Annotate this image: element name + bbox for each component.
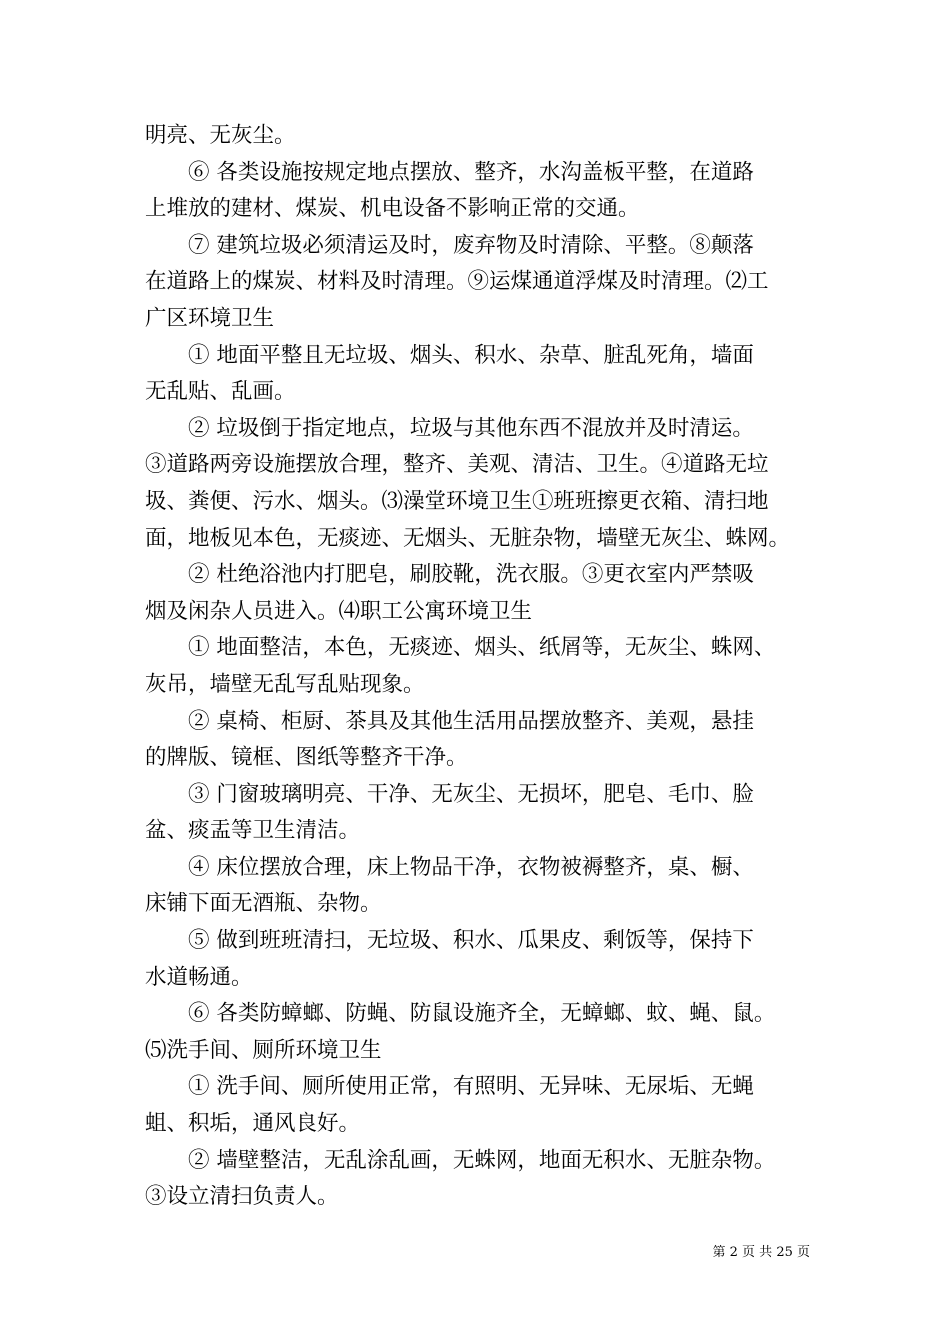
text-line: 无乱贴、乱画。 [145, 379, 296, 405]
text-line: ② 垃圾倒于指定地点，垃圾与其他东西不混放并及时清运。 [188, 415, 754, 441]
text-line: 盆、痰盂等卫生清洁。 [145, 818, 361, 844]
text-line: ④ 床位摆放合理，床上物品干净，衣物被褥整齐，桌、橱、 [188, 854, 754, 880]
text-line: 水道畅通。 [145, 964, 253, 990]
text-line: 上堆放的建材、煤炭、机电设备不影响正常的交通。 [145, 196, 640, 222]
text-line: 灰吊，墙壁无乱写乱贴现象。 [145, 671, 425, 697]
text-line: ⑦ 建筑垃圾必须清运及时，废弃物及时清除、平整。⑧颠落 [188, 232, 754, 258]
text-line: ⑥ 各类设施按规定地点摆放、整齐，水沟盖板平整，在道路 [188, 159, 754, 185]
text-line: 面，地板见本色，无痰迹、无烟头、无脏杂物，墙壁无灰尘、蛛网。 [145, 525, 791, 551]
text-line: 的牌版、镜框、图纸等整齐干净。 [145, 745, 468, 771]
text-line: ③道路两旁设施摆放合理，整齐、美观、清洁、卫生。④道路无垃 [145, 452, 769, 478]
text-line: ⑥ 各类防蟑螂、防蝇、防鼠设施齐全，无蟑螂、蚊、蝇、鼠。 [188, 1001, 776, 1027]
text-line: ② 桌椅、柜厨、茶具及其他生活用品摆放整齐、美观，悬挂 [188, 708, 754, 734]
text-line: ① 洗手间、厕所使用正常，有照明、无异味、无尿垢、无蝇 [188, 1074, 754, 1100]
text-line: ③ 门窗玻璃明亮、干净、无灰尘、无损坏，肥皂、毛巾、脸 [188, 781, 754, 807]
text-line: 烟及闲杂人员进入。⑷职工公寓环境卫生 [145, 598, 533, 624]
text-line: ② 墙壁整洁，无乱涂乱画，无蛛网，地面无积水、无脏杂物。 [188, 1147, 776, 1173]
text-line: ① 地面整洁，本色，无痰迹、烟头、纸屑等，无灰尘、蛛网、 [188, 635, 776, 661]
page-footer: 第 2 页 共 25 页 [712, 1245, 810, 1260]
text-line: 明亮、无灰尘。 [145, 123, 296, 148]
text-line: 床铺下面无酒瓶、杂物。 [145, 891, 382, 917]
text-line: ⑤ 做到班班清扫，无垃圾、积水、瓜果皮、剩饭等，保持下 [188, 928, 754, 954]
text-line: ② 杜绝浴池内打肥皂，刷胶靴，洗衣服。③更衣室内严禁吸 [188, 562, 754, 588]
text-line: 广区环境卫生 [145, 305, 275, 331]
text-line: 在道路上的煤炭、材料及时清理。⑨运煤通道浮煤及时清理。⑵工 [145, 269, 769, 295]
text-line: ① 地面平整且无垃圾、烟头、积水、杂草、脏乱死角，墙面 [188, 342, 754, 368]
text-line: 圾、粪便、污水、烟头。⑶澡堂环境卫生①班班擦更衣箱、清扫地 [145, 488, 769, 514]
text-line: ⑸洗手间、厕所环境卫生 [145, 1037, 382, 1063]
body-text [145, 118, 813, 1216]
text-line: ③设立清扫负责人。 [145, 1184, 339, 1210]
text-line: 蛆、积垢，通风良好。 [145, 1111, 361, 1137]
